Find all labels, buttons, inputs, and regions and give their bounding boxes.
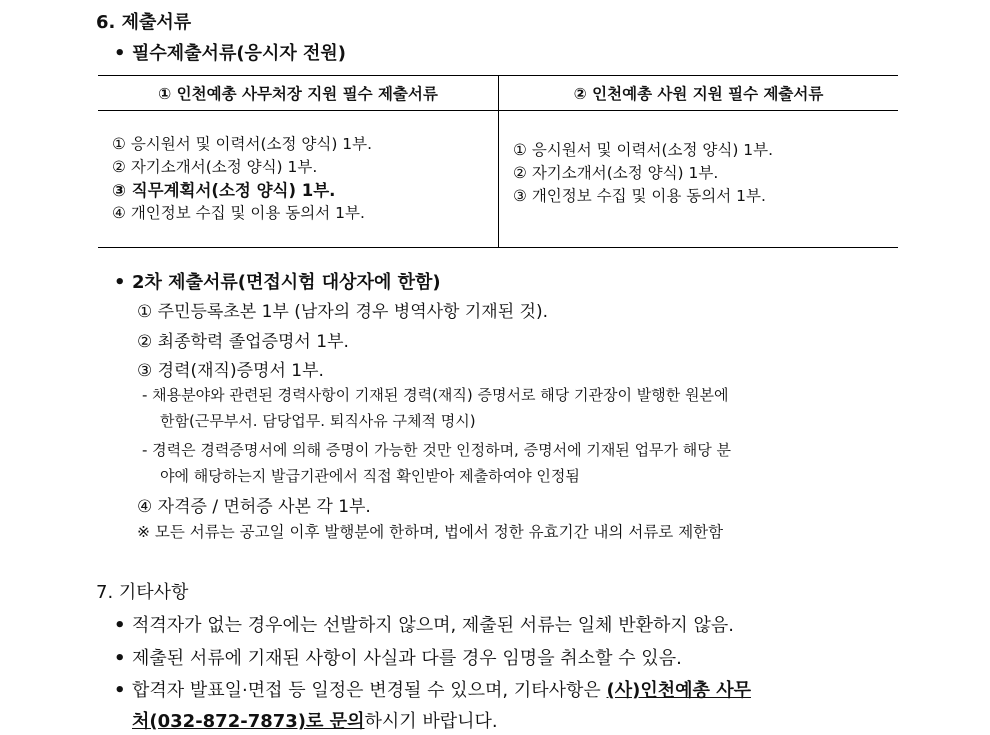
section-7-title: 7. 기타사항 (96, 582, 189, 603)
career-note-line: - 채용분야와 관련된 경력사항이 기재된 경력(재직) 증명서로 해당 기관장이 발행한 원본에 (142, 386, 729, 404)
career-note-line: 한함(근무부서. 담당업무. 퇴직사유 구체적 명시) (160, 412, 476, 430)
table-cell-staff (499, 111, 899, 248)
list-item: ③ 직무계획서(소정 양식) 1부. (112, 181, 336, 200)
bullet-icon: • (114, 680, 126, 701)
required-docs-heading (114, 39, 346, 65)
list-item-text: 제출된 서류에 기재된 사항이 사실과 다를 경우 임명을 취소할 수 있음. (132, 648, 682, 669)
list-item: ③ 개인정보 수집 및 이용 동의서 1부. (513, 186, 766, 205)
table-header-staff: ② 인천예총 사원 지원 필수 제출서류 (499, 76, 899, 111)
list-item: ④ 개인정보 수집 및 이용 동의서 1부. (112, 204, 365, 222)
contact-info: (사)인천예총 사무 (606, 680, 751, 701)
second-docs-heading-text: 2차 제출서류(면접시험 대상자에 한함) (132, 272, 441, 293)
list-item (114, 676, 751, 702)
list-item: ④ 자격증 / 면허증 사본 각 1부. (137, 497, 371, 517)
career-note-line: - 경력은 경력증명서에 의해 증명이 가능한 것만 인정하며, 증명서에 기재된 업무가 해당 분 (142, 441, 732, 459)
list-item: ② 자기소개서(소정 양식) 1부. (513, 163, 719, 182)
list-item-text: 하시기 바랍니다. (364, 711, 498, 732)
list-item: ① 주민등록초본 1부 (남자의 경우 병역사항 기재된 것). (137, 302, 548, 322)
validity-note: ※ 모든 서류는 공고일 이후 발행분에 한하며, 법에서 정한 유효기간 내의 서류로 제한함 (137, 523, 724, 541)
list-item: ② 자기소개서(소정 양식) 1부. (112, 158, 318, 176)
bullet-icon: • (114, 272, 126, 293)
bullet-icon: • (114, 615, 126, 636)
list-item-continuation (132, 707, 498, 733)
list-item: ① 응시원서 및 이력서(소정 양식) 1부. (112, 135, 373, 153)
list-item: ① 응시원서 및 이력서(소정 양식) 1부. (513, 140, 774, 159)
required-docs-heading-text: 필수제출서류(응시자 전원) (132, 43, 346, 64)
list-item (114, 611, 734, 637)
section-6-title: 6. 제출서류 (96, 12, 192, 33)
list-item: ② 최종학력 졸업증명서 1부. (137, 332, 349, 352)
bullet-icon: • (114, 43, 126, 64)
career-note-line: 야에 해당하는지 발급기관에서 직접 확인받아 제출하여야 인정됨 (160, 467, 580, 485)
list-item-text: 적격자가 없는 경우에는 선발하지 않으며, 제출된 서류는 일체 반환하지 않음. (132, 615, 734, 636)
bullet-icon: • (114, 648, 126, 669)
table-cell-secretary (98, 111, 499, 248)
required-docs-table (98, 75, 898, 248)
list-item (114, 644, 682, 670)
second-docs-heading (114, 268, 441, 294)
contact-info: 처(032-872-7873)로 문의 (132, 711, 365, 732)
list-item: ③ 경력(재직)증명서 1부. (137, 361, 324, 381)
list-item-text: 합격자 발표일·면접 등 일정은 변경될 수 있으며, 기타사항은 (132, 680, 607, 701)
table-header-secretary: ① 인천예총 사무처장 지원 필수 제출서류 (98, 76, 499, 111)
